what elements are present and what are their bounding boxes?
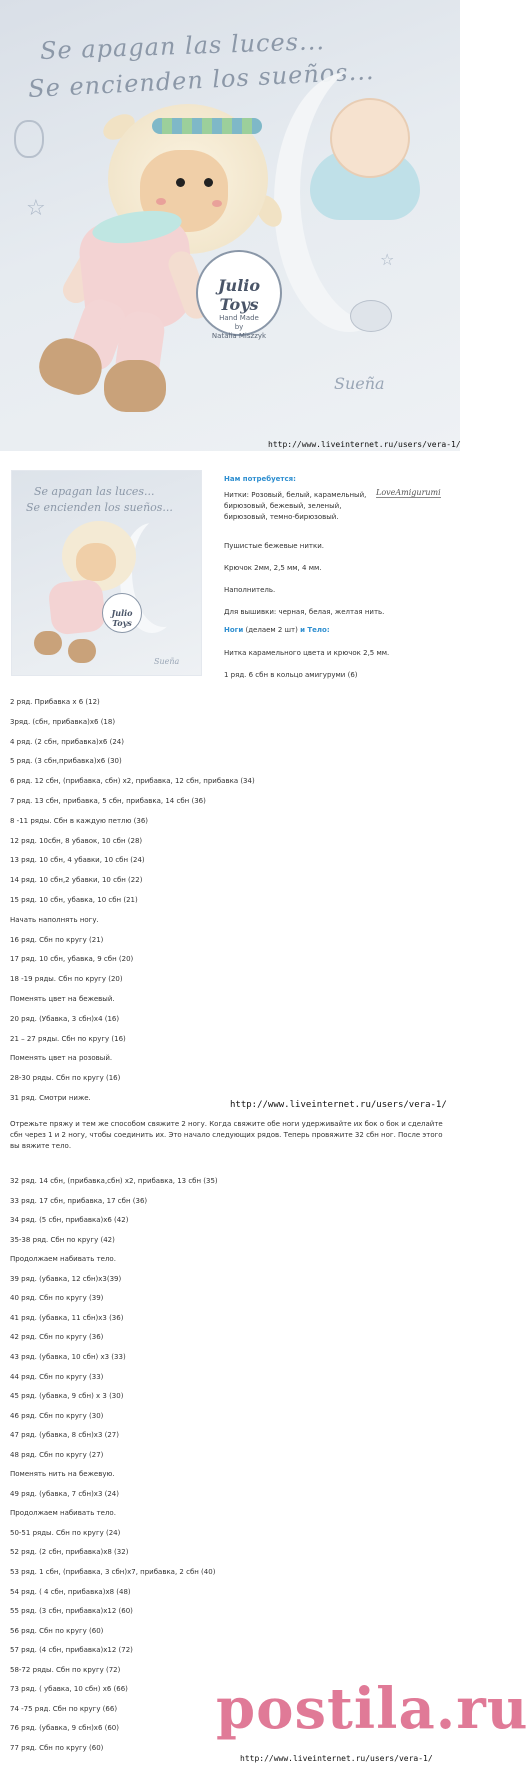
- thumbnail-photo: [11, 470, 202, 676]
- brand-sub: Natalia Miszzyk: [211, 332, 267, 340]
- signature: Sueña: [334, 374, 385, 393]
- pattern-row: 41 ряд. (убавка, 11 сбн)х3 (36): [10, 1313, 124, 1322]
- thumb-doll-face: [76, 543, 116, 581]
- pattern-row: 44 ряд. Сбн по кругу (33): [10, 1372, 104, 1381]
- pattern-row: 45 ряд. (убавка, 9 сбн) х 3 (30): [10, 1392, 124, 1401]
- flower-wreath: [152, 118, 262, 134]
- pattern-row: 28-30 ряды. Сбн по кругу (16): [10, 1074, 121, 1083]
- pattern-row: 6 ряд. 12 сбн, (прибавка, сбн) х2, прибавка, 12 сбн, прибавка (34): [10, 777, 255, 786]
- brand-sub: by: [234, 323, 244, 331]
- materials-filler: Наполнитель.: [224, 586, 276, 594]
- pattern-row: 76 ряд. (убавка, 9 сбн)х6 (60): [10, 1724, 119, 1733]
- star-icon: ☆: [380, 250, 395, 269]
- pattern-row: 49 ряд. (убавка, 7 сбн)х3 (24): [10, 1489, 119, 1498]
- pattern-row: 73 ряд. ( убавка, 10 сбн) х6 (66): [10, 1685, 128, 1694]
- materials-fluffy: Пушистые бежевые нитки.: [224, 542, 324, 550]
- pattern-row: 34 ряд. (5 сбн, прибавка)х6 (42): [10, 1216, 129, 1225]
- doll-boot: [104, 360, 166, 412]
- thumb-brand-tag: Julio Toys: [102, 593, 142, 633]
- hero-photo: [0, 0, 460, 451]
- pattern-row: 74 -75 ряд. Сбн по кругу (66): [10, 1704, 118, 1713]
- pattern-row: 17 ряд. 10 сбн, убавка, 9 сбн (20): [10, 955, 134, 964]
- materials-threads: Нитки: Розовый, белый, карамельный, бирюзовый, бежевый, зеленый, бирюзовый, темно-бирюзовый.: [224, 491, 367, 521]
- thumb-title-line2: Se encienden los sueños...: [26, 501, 173, 514]
- doll-cheek: [156, 198, 166, 205]
- pattern-row: 20 ряд. (Убавка, 3 сбн)х4 (16): [10, 1014, 120, 1023]
- pattern-row: 4 ряд. (2 сбн, прибавка)х6 (24): [10, 737, 124, 746]
- pattern-row: 35-38 ряд. Сбн по кругу (42): [10, 1235, 115, 1244]
- instructions-paragraph: Отрежьте пряжу и тем же способом свяжите 2 ногу. Когда свяжите обе ноги удерживайте их бок о бок и сделайте сбн через 1 и 2 ногу, чтобы соединить их. Это начало следующих рядов. Теперь провяжите 32 сбн ног. После этого вы вяжите тело.: [10, 1120, 443, 1150]
- brand-sub: Hand Made: [219, 314, 259, 322]
- pattern-row: Поменять нить на бежевую.: [10, 1470, 115, 1479]
- pattern-row: Продолжаем набивать тело.: [10, 1509, 116, 1518]
- pattern-row: 16 ряд. Сбн по кругу (21): [10, 935, 104, 944]
- thumb-doll-boot: [34, 631, 62, 655]
- pattern-row: 50-51 ряды. Сбн по кругу (24): [10, 1528, 121, 1537]
- mouse-drawing: [350, 300, 392, 332]
- pattern-row: 21 – 27 ряды. Сбн по кругу (16): [10, 1034, 126, 1043]
- pattern-row: Поменять цвет на розовый.: [10, 1054, 113, 1063]
- row-1: 1 ряд. 6 сбн в кольцо амигуруми (6): [224, 671, 358, 679]
- pattern-row: 18 -19 ряды. Сбн по кругу (20): [10, 975, 123, 984]
- pattern-row: 48 ряд. Сбн по кругу (27): [10, 1450, 104, 1459]
- legs-title-a: Ноги: [224, 626, 244, 634]
- pattern-row: 55 ряд. (3 сбн, прибавка)х12 (60): [10, 1607, 133, 1616]
- brand-name: Julio Toys: [217, 276, 261, 314]
- pattern-row: 52 ряд. (2 сбн, прибавка)х8 (32): [10, 1548, 129, 1557]
- pattern-row: 2 ряд. Прибавка х 6 (12): [10, 698, 100, 706]
- pattern-row: 14 ряд. 10 сбн,2 убавки, 10 сбн (22): [10, 876, 143, 885]
- pattern-row: 56 ряд. Сбн по кругу (60): [10, 1626, 104, 1635]
- pattern-row: 46 ряд. Сбн по кругу (30): [10, 1411, 104, 1420]
- legs-section-title: [224, 625, 456, 636]
- pattern-row: 58-72 ряды. Сбн по кругу (72): [10, 1665, 121, 1674]
- pattern-row: Начать наполнять ногу.: [10, 915, 99, 924]
- hero-url: http://www.liveinternet.ru/users/vera-1/: [268, 440, 461, 449]
- materials-yarn: Нитка карамельного цвета и крючок 2,5 мм.: [224, 649, 390, 657]
- star-icon: ☆: [26, 196, 46, 221]
- pattern-row: 5 ряд. (3 сбн,прибавка)х6 (30): [10, 757, 122, 766]
- doll-eye: [176, 178, 185, 187]
- pattern-row: 53 ряд. 1 сбн, (прибавка, 3 сбн)х7, прибавка, 2 сбн (40): [10, 1568, 216, 1576]
- thumb-doll-boot: [68, 639, 96, 663]
- materials-embroidery: Для вышивки: черная, белая, желтая нить.: [224, 608, 385, 616]
- pattern-row: 13 ряд. 10 сбн, 4 убавки, 10 сбн (24): [10, 856, 145, 865]
- doll-cheek: [212, 200, 222, 207]
- materials-header: Нам потребуется:: [224, 475, 296, 483]
- thumb-title-line1: Se apagan las luces...: [34, 485, 155, 498]
- materials-hook: Крючок 2мм, 2,5 мм, 4 мм.: [224, 564, 322, 572]
- legs-title-c: и Тело:: [300, 626, 330, 634]
- postila-watermark: postila.ru: [216, 1676, 528, 1742]
- hero-title-line2: Se encienden los sueños...: [27, 56, 376, 104]
- pattern-row: 31 ряд. Смотри ниже.: [10, 1094, 91, 1102]
- pattern-row: Поменять цвет на бежевый.: [10, 995, 115, 1003]
- thumb-signature: Sueña: [154, 657, 180, 666]
- baby-drawing: [330, 98, 410, 178]
- thumb-doll-body: [47, 578, 106, 635]
- doll-eye: [204, 178, 213, 187]
- hero-title-line1: Se apagan las luces...: [39, 27, 326, 65]
- pattern-row: 33 ряд. 17 сбн, прибавка, 17 сбн (36): [10, 1196, 148, 1205]
- pattern-row: 39 ряд. (убавка, 12 сбн)х3(39): [10, 1274, 122, 1283]
- pattern-row: 43 ряд. (убавка, 10 сбн) х3 (33): [10, 1352, 126, 1361]
- pattern-row: 15 ряд. 10 сбн, убавка, 10 сбн (21): [10, 896, 138, 904]
- pattern-row: 54 ряд. ( 4 сбн, прибавка)х8 (48): [10, 1587, 131, 1596]
- teddy-bear-drawing: [14, 120, 44, 158]
- pattern-row: 12 ряд. 10сбн, 8 убавок, 10 сбн (28): [10, 836, 143, 845]
- pattern-row: 40 ряд. Сбн по кругу (39): [10, 1294, 104, 1303]
- footer-url: http://www.liveinternet.ru/users/vera-1/: [240, 1754, 433, 1763]
- pattern-row: 7 ряд. 13 сбн, прибавка, 5 сбн, прибавка, 14 сбн (36): [10, 797, 206, 805]
- pattern-row: 47 ряд. (убавка, 8 сбн)х3 (27): [10, 1431, 119, 1440]
- pattern-row: Продолжаем набивать тело.: [10, 1255, 116, 1264]
- pattern-row: 8 -11 ряды. Сбн в каждую петлю (36): [10, 816, 149, 825]
- pattern-row: 32 ряд. 14 сбн, (прибавка,сбн) х2, прибавка, 13 сбн (35): [10, 1177, 218, 1185]
- pattern-row: 77 ряд. Сбн по кругу (60): [10, 1743, 104, 1752]
- legs-title-b: (делаем 2 шт): [245, 626, 298, 634]
- pattern-row: 3ряд. (сбн, прибавка)х6 (18): [10, 717, 116, 726]
- middle-url: http://www.liveinternet.ru/users/vera-1/: [230, 1100, 447, 1110]
- pattern-row: 57 ряд. (4 сбн, прибавка)х12 (72): [10, 1646, 133, 1655]
- pattern-row: 42 ряд. Сбн по кругу (36): [10, 1333, 104, 1342]
- brand-tag: [196, 250, 282, 340]
- love-amigurumi-logo: LoveAmigurumi: [376, 488, 441, 497]
